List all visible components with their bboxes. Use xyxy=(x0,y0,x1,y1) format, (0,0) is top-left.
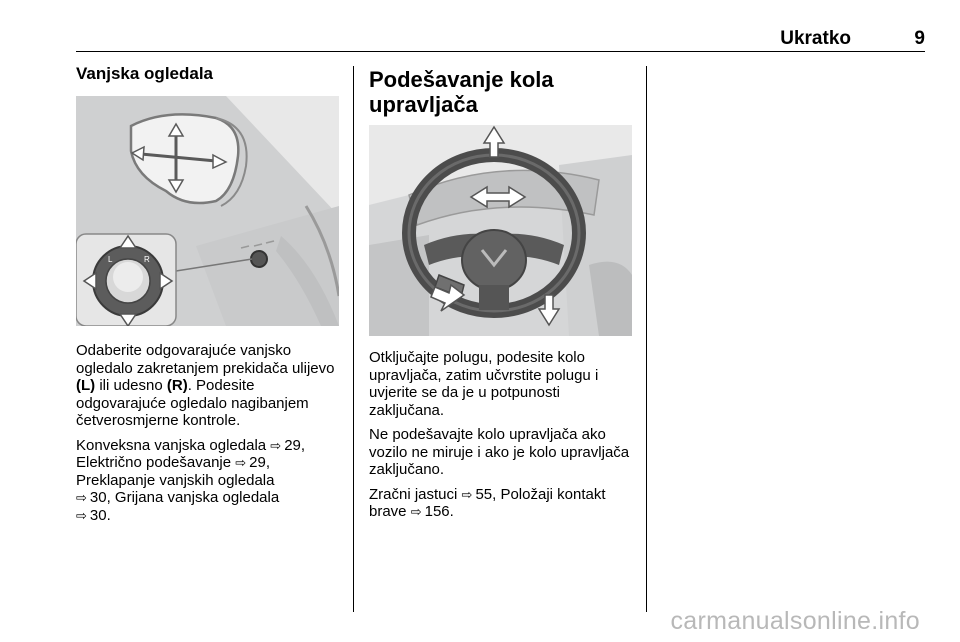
section-title: Ukratko xyxy=(780,28,851,49)
page-number: 9 xyxy=(914,28,925,49)
steering-wheel-illustration xyxy=(369,125,632,336)
mirror-control-illustration xyxy=(76,96,339,326)
page-header xyxy=(76,28,925,50)
page-ref-link[interactable]: ⇨ 29 xyxy=(235,454,266,471)
page-ref-link[interactable]: ⇨ 55 xyxy=(462,486,493,503)
page-ref-link[interactable]: ⇨ 30 xyxy=(76,489,107,506)
steering-body xyxy=(369,349,639,528)
knob-label-l: L xyxy=(108,255,113,264)
page-ref-link[interactable]: ⇨ 29 xyxy=(270,437,301,454)
watermark: carmanualsonline.info xyxy=(670,607,920,635)
column-divider-left xyxy=(353,66,354,612)
mirrors-paragraph-2: Konveksna vanjska ogledala ⇨ 29, Električno podešavanje ⇨ 29, Preklapanje vanjskih ogledala ⇨ 30, Grijana vanjska ogledala ⇨ 30. xyxy=(76,437,346,525)
mirrors-body xyxy=(76,342,346,531)
page-ref-link[interactable]: ⇨ 156 xyxy=(411,503,450,520)
mirrors-paragraph-1: Odaberite odgovarajuće vanjsko ogledalo zakretanjem prekidača ulijevo (L) ili udesno (R). Podesite odgovarajuće ogledalo nagibanjem četverosmjerne kontrole. xyxy=(76,342,335,429)
steering-heading: Podešavanje kola upravljača xyxy=(369,67,554,117)
page-ref-link[interactable]: ⇨ 30 xyxy=(76,507,107,524)
steering-paragraph-2: Ne podešavajte kolo upravljača ako vozilo ne miruje i ako je kolo upravljača zaključano. xyxy=(369,426,630,478)
mirrors-heading: Vanjska ogledala xyxy=(76,64,214,83)
column-divider-right xyxy=(646,66,647,612)
steering-paragraph-1: Otključajte polugu, podesite kolo upravljača, zatim učvrstite polugu i uvjerite se da je u potpunosti zaključana. xyxy=(369,349,599,419)
header-rule xyxy=(76,51,925,52)
steering-paragraph-3: Zračni jastuci ⇨ 55, Položaji kontakt brave ⇨ 156. xyxy=(369,486,639,521)
knob-label-r: R xyxy=(144,255,150,264)
